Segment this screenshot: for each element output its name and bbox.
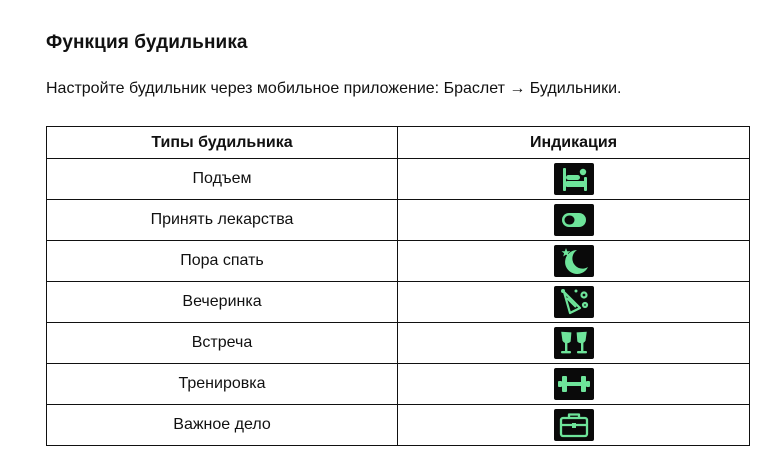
alarm-type-label: Подъем: [47, 159, 398, 200]
indication-cell: [398, 364, 750, 405]
wake-up-icon: [554, 163, 594, 195]
table-row: [47, 405, 750, 446]
toast-glasses-icon: [554, 327, 594, 359]
indication-cell: [398, 241, 750, 282]
table-row: [47, 241, 750, 282]
table-row: [47, 159, 750, 200]
moon-star-icon: [554, 245, 594, 277]
alarm-type-label: Пора спать: [47, 241, 398, 282]
header-alarm-type: Типы будильника: [47, 127, 398, 159]
table-row: [47, 200, 750, 241]
intro-text: Настройте будильник через мобильное приложение: Браслет → Будильники.: [46, 80, 622, 97]
dumbbell-icon: [554, 368, 594, 400]
header-indication: Индикация: [398, 127, 750, 159]
table-header-row: [47, 127, 750, 159]
table-row: [47, 323, 750, 364]
alarm-types-table: [46, 126, 750, 446]
alarm-type-label: Встреча: [47, 323, 398, 364]
alarm-type-label: Принять лекарства: [47, 200, 398, 241]
indication-cell: [398, 159, 750, 200]
indication-cell: [398, 282, 750, 323]
alarm-type-label: Тренировка: [47, 364, 398, 405]
indication-cell: [398, 323, 750, 364]
table-row: [47, 282, 750, 323]
alarm-type-label: Важное дело: [47, 405, 398, 446]
table-row: [47, 364, 750, 405]
party-hat-icon: [554, 286, 594, 318]
indication-cell: [398, 405, 750, 446]
briefcase-icon: [554, 409, 594, 441]
indication-cell: [398, 200, 750, 241]
alarm-type-label: Вечеринка: [47, 282, 398, 323]
pill-icon: [554, 204, 594, 236]
page-title: Функция будильника: [46, 32, 248, 53]
